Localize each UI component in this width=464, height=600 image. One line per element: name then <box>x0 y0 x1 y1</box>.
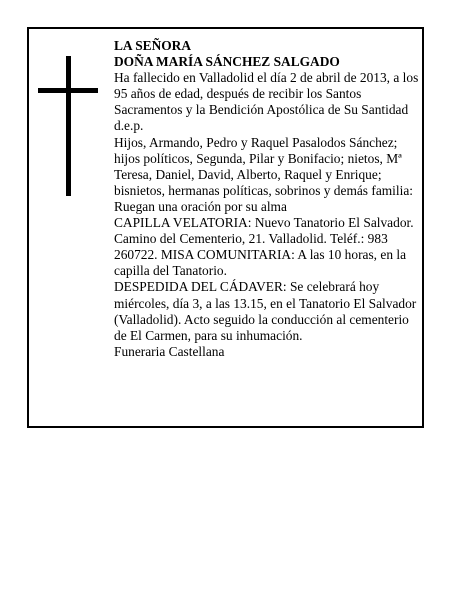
farewell-info <box>114 279 419 343</box>
death-info: Ha fallecido en Valladolid el día 2 de abril de 2013, a los 95 años de edad, después de recibir los Santos Sacramentos y la Bendición Apostólica de Su Santidad d.e.p. <box>114 70 419 134</box>
farewell-label: DESPEDIDA DEL CÁDAVER: <box>114 279 287 295</box>
chapel-info: CAPILLA VELATORIA: Nuevo Tanatorio El Salvador. Camino del Cementerio, 21. Valladolid. Teléf.: 983 260722. MISA COMUNITARIA: A las 10 horas, en la capilla del Tanatorio. <box>114 215 414 279</box>
notice-text <box>114 38 419 360</box>
funeral-home: Funeraria Castellana <box>114 343 225 359</box>
prayer-request: Ruegan una oración por su alma <box>114 198 287 214</box>
notice-title-line1: LA SEÑORA <box>114 38 192 53</box>
cross-icon <box>38 56 98 196</box>
cross-horizontal-bar <box>38 88 98 93</box>
farewell-text: Se celebrará hoy miércoles, día 3, a las 13.15, en el Tanatorio El Salvador (Valladolid). Acto seguido la conducción al cementerio de El Carmen, para su inhumación. <box>114 279 417 343</box>
deceased-name: DOÑA MARÍA SÁNCHEZ SALGADO <box>114 54 340 70</box>
family-list: Hijos, Armando, Pedro y Raquel Pasalodos Sánchez; hijos políticos, Segunda, Pilar y Bonifacio; nietos, Mª Teresa, Daniel, David, Alberto, Raquel y Enrique; bisnietos, hermanas políticas, sobrinos y demás familia: <box>114 134 414 198</box>
cross-vertical-bar <box>66 56 71 196</box>
